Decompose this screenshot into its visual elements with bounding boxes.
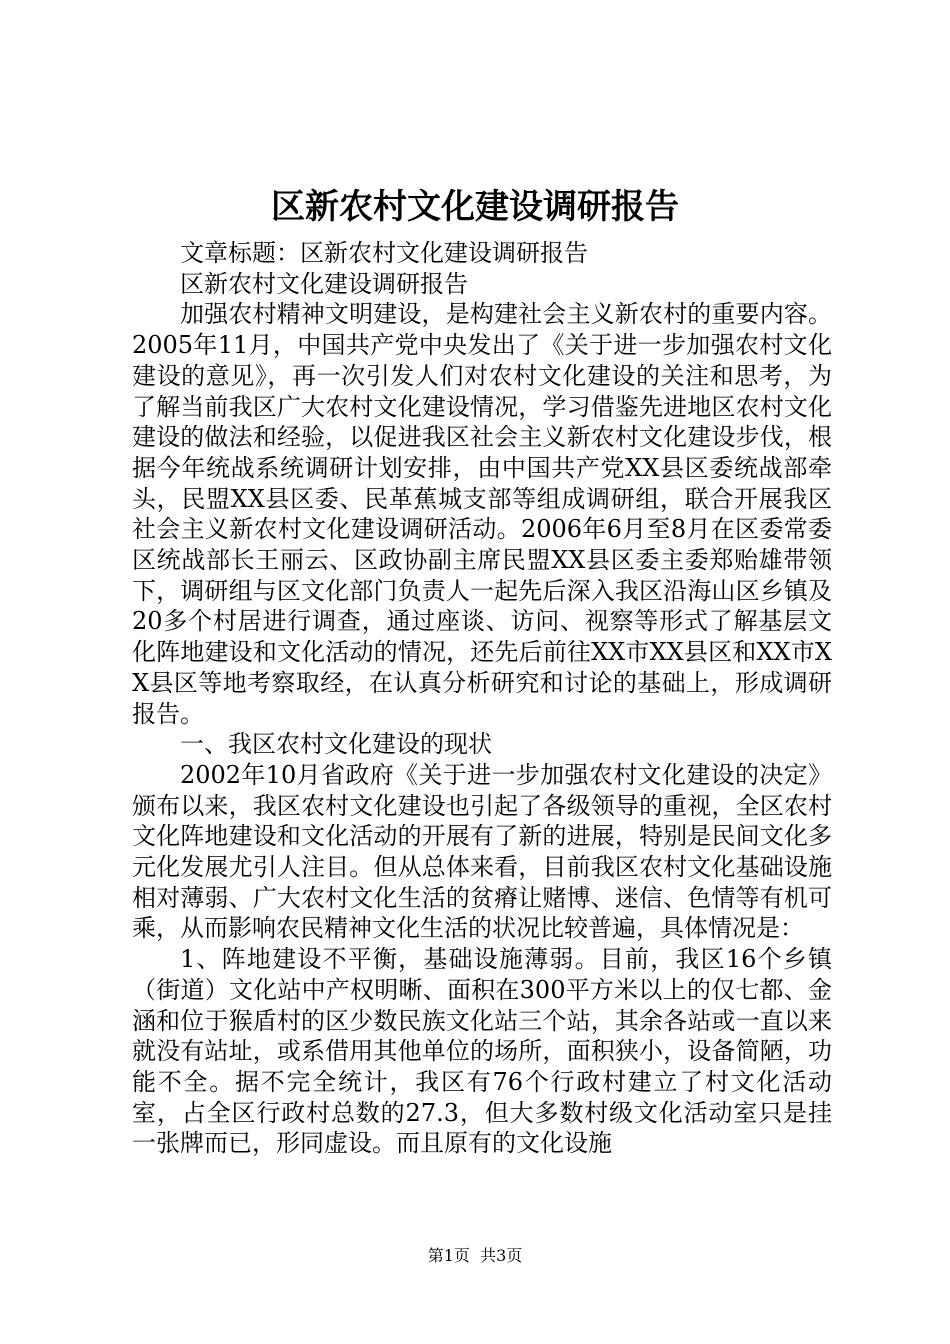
- page-number: 第1页: [427, 1246, 470, 1265]
- page-total: 共3页: [480, 1246, 523, 1265]
- report-name-line: 区新农村文化建设调研报告: [180, 269, 468, 298]
- point-one-paragraph: 1、阵地建设不平衡，基础设施薄弱。目前，我区16个乡镇（街道）文化站中产权明晰、面积在300平方米以上的仅七都、金涵和位于猴盾村的区少数民族文化站三个站，其余各站或一直以来就没有站址，或系借用其他单位的场所，面积狭小，设备简陋，功能不全。据不完全统计，我区有76个行政村建立了村文化活动室，占全区行政村总数的27.3，但大多数村级文化活动室只是挂一张牌而已，形同虚设。而且原有的文化设施: [132, 945, 832, 1158]
- intro-paragraph: 加强农村精神文明建设，是构建社会主义新农村的重要内容。2005年11月，中国共产党中央发出了《关于进一步加强农村文化建设的意见》，再一次引发人们对农村文化建设的关注和思考，为了解当前我区广大农村文化建设情况，学习借鉴先进地区农村文化建设的做法和经验，以促进我区社会主义新农村文化建设步伐，根据今年统战系统调研计划安排，由中国共产党XX县区委统战部牵头，民盟XX县区委、民革蕉城支部等组成调研组，联合开展我区社会主义新农村文化建设调研活动。2006年6月至8月在区委常委区统战部长王丽云、区政协副主席民盟XX县区委主委郑贻雄带领下，调研组与区文化部门负责人一起先后深入我区沿海山区乡镇及20多个村居进行调查，通过座谈、访问、视察等形式了解基层文化阵地建设和文化活动的情况，还先后前往XX市XX县区和XX市XX县区等地考察取经，在认真分析研究和讨论的基础上，形成调研报告。: [132, 300, 832, 728]
- footer-separator: [470, 1246, 480, 1265]
- document-title: 区新农村文化建设调研报告: [271, 187, 679, 227]
- section-heading: 一、我区农村文化建设的现状: [180, 730, 492, 759]
- article-heading-line: 文章标题：区新农村文化建设调研报告: [180, 239, 588, 267]
- document-body: [132, 238, 832, 1159]
- status-paragraph: 2002年10月省政府《关于进一步加强农村文化建设的决定》颁布以来，我区农村文化建设也引起了各级领导的重视，全区农村文化阵地建设和文化活动的开展有了新的进展，特别是民间文化多元化发展尤引人注目。但从总体来看，目前我区农村文化基础设施相对薄弱、广大农村文化生活的贫瘠让赌博、迷信、色情等有机可乘，从而影响农民精神文化生活的状况比较普遍，具体情况是：: [132, 760, 832, 943]
- page-footer: [0, 1245, 950, 1267]
